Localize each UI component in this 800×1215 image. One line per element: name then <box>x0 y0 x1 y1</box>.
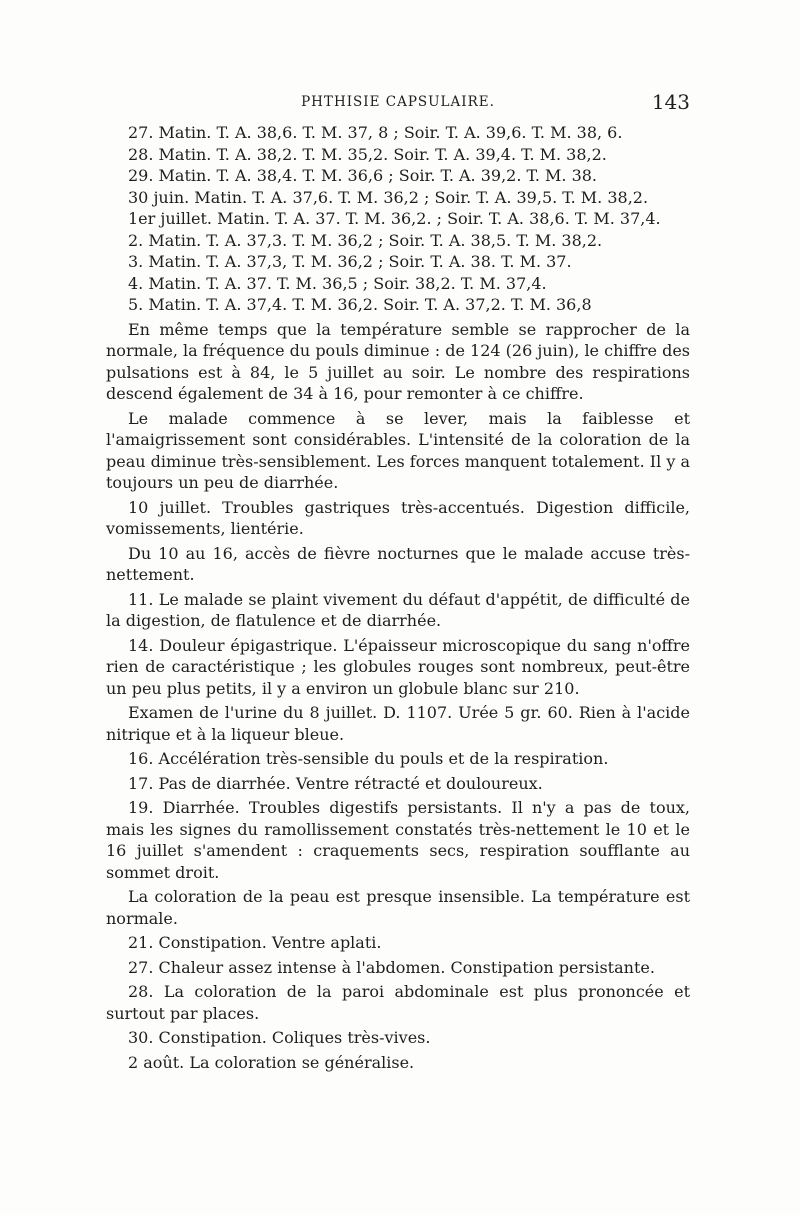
paragraph: 27. Chaleur assez intense à l'abdomen. Constipation persistante. <box>128 957 655 977</box>
log-line: 2. Matin. T. A. 37,3. T. M. 36,2 ; Soir. T. A. 38,5. T. M. 38,2. <box>128 230 603 250</box>
page-number: 143 <box>651 90 690 114</box>
log-line: 27. Matin. T. A. 38,6. T. M. 37, 8 ; Soir. T. A. 39,6. T. M. 38, 6. <box>128 123 623 142</box>
log-line: 3. Matin. T. A. 37,3, T. M. 36,2 ; Soir. T. A. 38. T. M. 37. <box>128 252 572 271</box>
body-text <box>106 319 690 1074</box>
running-title: PHTHISIE CAPSULAIRE. <box>301 94 495 110</box>
temperature-log <box>106 122 690 316</box>
paragraph: 19. Diarrhée. Troubles digestifs persistants. Il n'y a pas de toux, mais les signes du ramollissement constatés très-nettement le 10 et le 16 juillet s'amendent : craquements secs, respiration soufflante au sommet droit. <box>106 798 690 882</box>
paragraph: 21. Constipation. Ventre aplati. <box>128 933 382 952</box>
log-line: 28. Matin. T. A. 38,2. T. M. 35,2. Soir. T. A. 39,4. T. M. 38,2. <box>128 144 607 164</box>
paragraph: 30. Constipation. Coliques très-vives. <box>128 1028 431 1047</box>
paragraph: En même temps que la température semble se rapprocher de la normale, la fréquence du pouls diminue : de 124 (26 juin), le chiffre des pulsations est à 84, le 5 juillet au soir. Le nombre des respirations descend également de 34 à 16, pour remonter à ce chiffre. <box>106 319 690 403</box>
paragraph: Du 10 au 16, accès de fièvre nocturnes que le malade accuse très-nettement. <box>106 543 690 584</box>
paragraph: 10 juillet. Troubles gastriques très-accentués. Digestion difficile, vomissements, lientérie. <box>106 497 690 538</box>
log-line: 4. Matin. T. A. 37. T. M. 36,5 ; Soir. 38,2. T. M. 37,4. <box>128 273 547 293</box>
paragraph: 16. Accélération très-sensible du pouls et de la respiration. <box>128 749 609 768</box>
paragraph: 28. La coloration de la paroi abdominale est plus prononcée et surtout par places. <box>106 982 690 1023</box>
book-page <box>106 90 690 1073</box>
paragraph: 14. Douleur épigastrique. L'épaisseur microscopique du sang n'offre rien de caractéristique ; les globules rouges sont nombreux, peut-être un peu plus petits, il y a environ un globule blanc sur 210. <box>106 635 690 698</box>
paragraph: Examen de l'urine du 8 juillet. D. 1107. Urée 5 gr. 60. Rien à l'acide nitrique et à la liqueur bleue. <box>106 703 690 744</box>
log-line: 30 juin. Matin. T. A. 37,6. T. M. 36,2 ; Soir. T. A. 39,5. T. M. 38,2. <box>128 187 649 207</box>
paragraph: Le malade commence à se lever, mais la faiblesse et l'amaigrissement sont considérables. L'intensité de la coloration de la peau diminue très-sensiblement. Les forces manquent totalement. Il y a toujours un peu de diarrhée. <box>106 408 690 492</box>
paragraph: La coloration de la peau est presque insensible. La température est normale. <box>106 887 690 928</box>
page-header <box>106 90 690 118</box>
paragraph: 17. Pas de diarrhée. Ventre rétracté et douloureux. <box>128 773 543 793</box>
log-line: 1er juillet. Matin. T. A. 37. T. M. 36,2. ; Soir. T. A. 38,6. T. M. 37,4. <box>128 209 661 228</box>
log-line: 5. Matin. T. A. 37,4. T. M. 36,2. Soir. T. A. 37,2. T. M. 36,8 <box>128 295 592 314</box>
paragraph: 2 août. La coloration se généralise. <box>128 1052 415 1072</box>
log-line: 29. Matin. T. A. 38,4. T. M. 36,6 ; Soir. T. A. 39,2. T. M. 38. <box>128 166 598 185</box>
paragraph: 11. Le malade se plaint vivement du défaut d'appétit, de difficulté de la digestion, de flatulence et de diarrhée. <box>106 589 690 630</box>
